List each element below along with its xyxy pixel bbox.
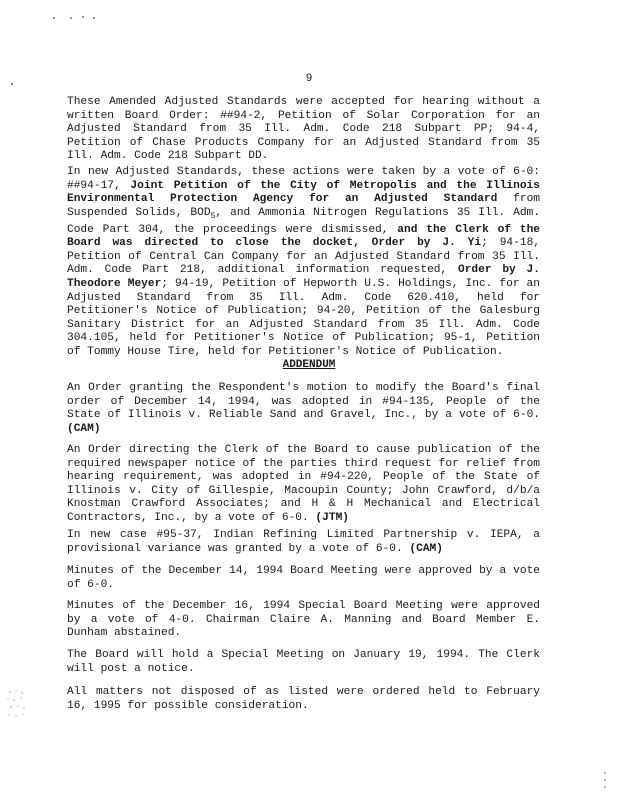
page-number: 9 [305, 73, 313, 85]
p5-initials: (CAM) [409, 542, 443, 555]
p3-text: An Order granting the Respondent's motion to modify the Board's final order of December 14, 1994, was adopted in #94-135, People of the State of Illinois v. Reliable Sand and Gravel, Inc., by a vote of 6-0. [67, 382, 540, 422]
p2-tail: ; 94-19, Petition of Hepworth U.S. Holdings, Inc. for an Adjusted Standard from 35 Ill. Adm. Code 620.410, held for Petitioner's Notice of Publication; 94-20, Petition of the Galesburg Sanitary District for an Adjusted Standard from 35 Ill. Adm. Code 304.105, held for Petitioner's Notice of Publication; 95-1, Petition of Tommy House Tire, held for Petitioner's Notice of Publication. [67, 277, 540, 358]
p4-text: An Order directing the Clerk of the Board to cause publication of the required newspaper notice of the parties third request for relief from hearing requirement, was adopted in #94-220, People of the State of Illinois v. City of Gillespie, Macoupin County; John Crawford, d/b/a Knostman Crawford Associates; and H & H Mechanical and Electrical Contractors, Inc., by a vote of 6-0. [67, 444, 540, 524]
paragraph-minutes-dec-16: Minutes of the December 16, 1994 Special Board Meeting were approved by a vote of 4-0. Chairman Claire A. Manning and Board Member E. Dunham abstained. [67, 600, 540, 640]
scan-marks-right [600, 770, 610, 794]
scan-specks-top [50, 12, 110, 22]
p5-text: In new case #95-37, Indian Refining Limited Partnership v. IEPA, a provisional variance was granted by a vote of 6-0. [67, 529, 540, 555]
p2-mid1a: from Suspended Solids, BOD [67, 193, 540, 219]
p2-bold-meyer-order: Order by J. Theodore Meyer [67, 264, 540, 290]
paragraph-amended-adjusted-standards: These Amended Adjusted Standards were accepted for hearing without a written Board Order: ##94-2, Petition of Solar Corporation for an Adjusted Standard from 35 Ill. Adm. Code 218 Subpart PP; 94-4, Petition of Chase Products Company for an Adjusted Standard from 35 Ill. Adm. Code 218 Subpart DD. [67, 96, 540, 163]
p2-bod-subscript: 5 [210, 212, 216, 222]
p4-initials: (JTM) [315, 511, 349, 524]
paragraph-matters-held: All matters not disposed of as listed were ordered held to February 16, 1995 for possible consideration. [67, 686, 540, 712]
p2-mid2: ; 94-18, Petition of Central Can Company for an Adjusted Standard from 35 Ill. Adm. Code Part 218, additional information requested, [67, 237, 540, 277]
p2-intro: In new Adjusted Standards, these actions were taken by a vote of 6-0: ##94-17, [67, 166, 540, 192]
addendum-heading: ADDENDUM [282, 359, 336, 371]
p2-bold-joint-petition: Joint Petition of the City of Metropolis and the Illinois Environmental Protection Agency for an Adjusted Standard [67, 179, 540, 206]
paragraph-special-meeting: The Board will hold a Special Meeting on January 19, 1994. The Clerk will post a notice. [67, 649, 540, 675]
scan-smudge-bottom-left [4, 688, 30, 722]
p3-initials: (CAM) [67, 422, 101, 435]
paragraph-indian-refining [67, 529, 540, 556]
p2-mid1b: , and Ammonia Nitrogen Regulations 35 Ill. Adm. Code Part 304, the proceedings were dismissed, [67, 206, 540, 236]
paragraph-minutes-dec-14: Minutes of the December 14, 1994 Board Meeting were approved by a vote of 6-0. [67, 565, 540, 591]
p2-bold-clerk-order: and the Clerk of the Board was directed to close the docket, Order by J. Yi [67, 223, 540, 250]
paragraph-order-reliable-sand [67, 382, 540, 436]
paragraph-new-adjusted-standards [67, 166, 540, 360]
paragraph-order-gillespie [67, 444, 540, 526]
